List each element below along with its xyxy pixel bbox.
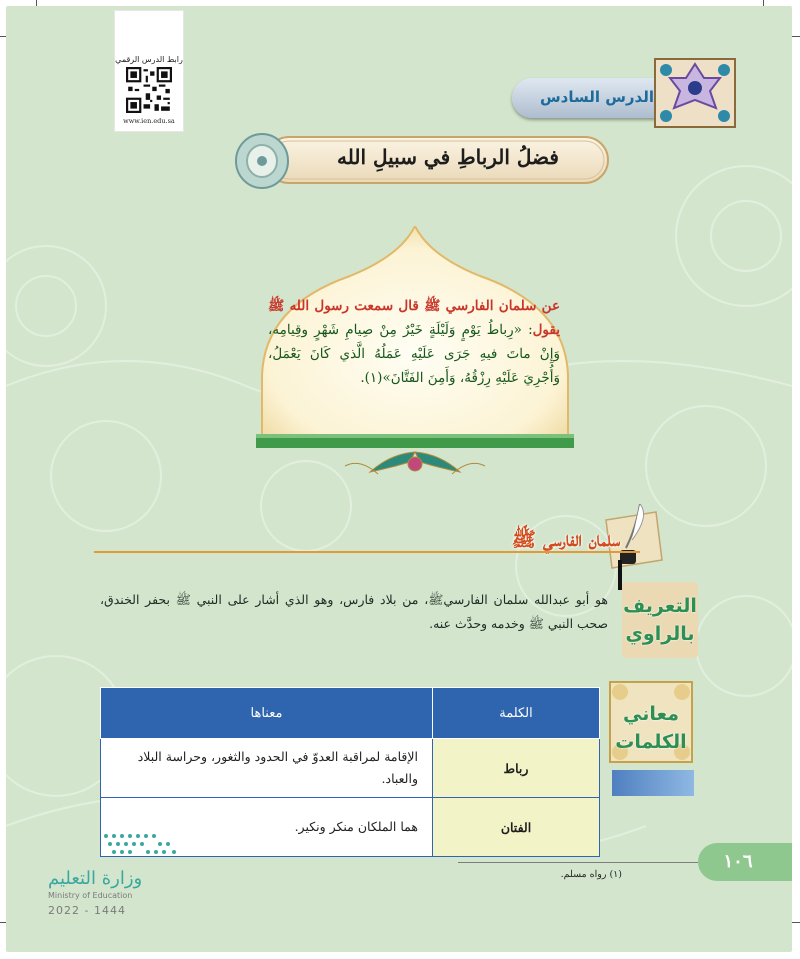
vocabulary-word: رباط	[433, 739, 600, 798]
narrator-tag-line1: التعريف	[623, 595, 697, 617]
narrator-divider	[94, 551, 640, 553]
digital-lesson-qr-card[interactable]	[114, 10, 184, 132]
vocabulary-meaning: هما الملكان منكر ونكير.	[101, 798, 433, 857]
islamic-star-ornament-icon	[654, 58, 736, 128]
narrator-tag	[622, 582, 698, 658]
footnote: (١) رواه مسلم.	[560, 869, 622, 880]
vocabulary-word: الفتان	[433, 798, 600, 857]
hadith-text-block	[268, 294, 560, 390]
narrator-heading: سلمان الفارسي ﷺ	[511, 527, 620, 551]
ministry-logo-dots-icon	[100, 830, 182, 860]
edition-year: 2022 - 1444	[48, 904, 126, 917]
ministry-name-arabic: وزارة التعليم	[48, 868, 143, 889]
qr-label: رابط الدرس الرقمي	[115, 55, 183, 64]
hadith-footnote-ref: (١).	[360, 370, 383, 386]
footnote-divider	[458, 862, 698, 863]
vocabulary-tag-line1: معاني	[623, 703, 679, 725]
lesson-title-banner	[232, 130, 614, 192]
qr-code-icon[interactable]	[126, 67, 172, 113]
ministry-name-english: Ministry of Education	[48, 891, 133, 900]
column-header-meaning: معناها	[101, 688, 433, 739]
hadith-body: : «رِباطُ يَوْمٍ وَلَيْلَةٍ خَيْرٌ مِنْ صِيامِ شَهْرٍ وقِيامِه، وَإِنْ ماتَ فيهِ جَرَى عَلَيْهِ عَمَلُهُ الَّذي كَانَ يَعْمَلُ، وَأُجْرِيَ عَلَيْهِ رِزْقُهُ، وَأَمِنَ الفَتَّانَ»	[268, 322, 560, 386]
vocabulary-meaning: الإقامة لمراقبة العدوّ في الحدود والثغور، وحراسة البلاد والعباد.	[101, 739, 433, 798]
qr-url: www.ien.edu.sa	[123, 117, 175, 125]
lesson-title: فضلُ الرباطِ في سبيلِ الله	[337, 145, 559, 169]
table-row	[101, 739, 600, 798]
column-header-word: الكلمة	[433, 688, 600, 739]
narrator-bio: هو أبو عبدالله سلمان الفارسيﷺ، من بلاد فارس، وهو الذي أشار على النبي ﷺ بحفر الخندق، صحب النبي ﷺ وخدمه وحدَّث عنه.	[100, 592, 608, 631]
crop-mark	[792, 922, 800, 923]
narrator-tag-line2: بالراوي	[625, 623, 695, 645]
vocabulary-tag-line2: الكلمات	[615, 731, 687, 753]
page-number: ١٠٦	[723, 851, 753, 872]
crop-mark	[792, 36, 800, 37]
page-number-badge	[698, 843, 792, 881]
vocabulary-tag-bar	[612, 770, 694, 796]
hadith-intro: عن سلمان الفارسي ﷺ قال سمعت رسول الله ﷺ يقول	[268, 298, 560, 338]
lesson-number: الدرس السادس	[539, 88, 654, 106]
